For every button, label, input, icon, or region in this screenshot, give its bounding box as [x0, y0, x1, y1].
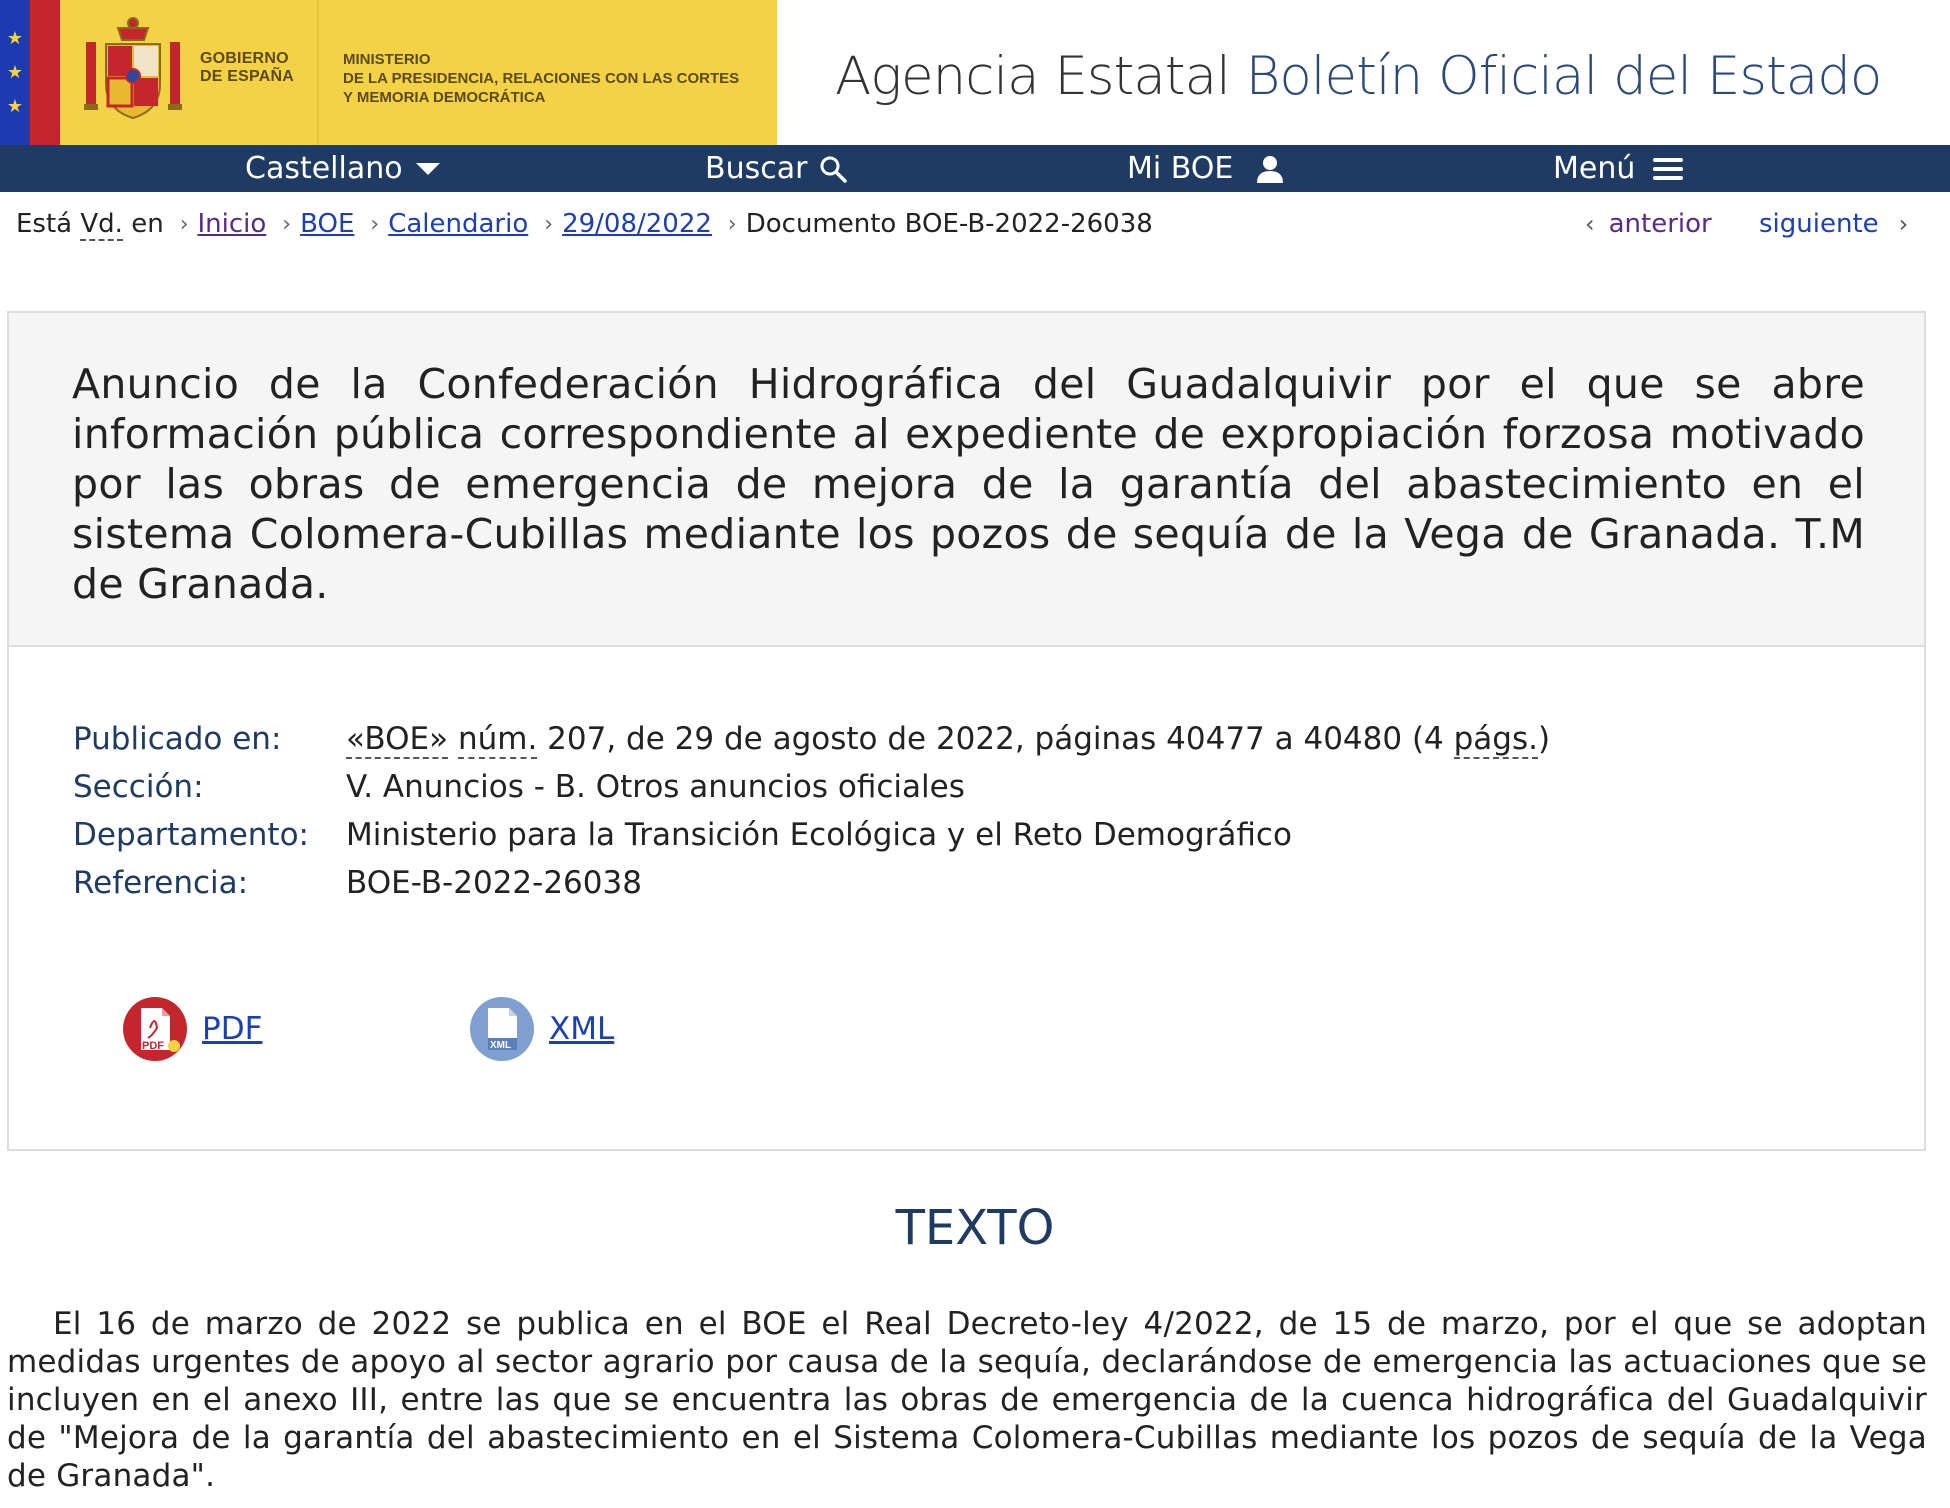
breadcrumb [16, 207, 1153, 241]
chevron-right-icon: › [179, 211, 189, 237]
svg-text:XML: XML [490, 1040, 512, 1051]
previous-link[interactable]: ‹ anterior [1585, 209, 1712, 239]
breadcrumb-item-calendario[interactable]: Calendario [388, 209, 529, 239]
chevron-right-icon: › [1898, 210, 1909, 238]
texto-heading: TEXTO [895, 1200, 1055, 1256]
meta-row-section: Sección: V. Anuncios - B. Otros anuncios oficiales [73, 769, 965, 805]
mi-boe-button[interactable]: Mi BOE [1127, 145, 1287, 192]
spain-flag-strip [30, 0, 60, 145]
search-button[interactable]: Buscar [705, 145, 847, 192]
pdf-icon [122, 996, 188, 1062]
agency-title-part2: Boletín Oficial del Estado [1245, 46, 1882, 107]
chevron-down-icon [415, 161, 441, 177]
meta-row-reference: Referencia: BOE-B-2022-26038 [73, 865, 642, 901]
pdf-link[interactable]: PDF [202, 1011, 263, 1047]
menu-button[interactable]: Menú [1553, 145, 1685, 192]
breadcrumb-current: Documento BOE-B-2022-26038 [745, 209, 1153, 239]
chevron-right-icon: › [370, 211, 380, 237]
eu-flag-strip [0, 0, 30, 145]
agency-title[interactable] [835, 46, 1881, 107]
banner-divider [317, 0, 319, 145]
next-link[interactable]: siguiente › [1759, 209, 1909, 239]
meta-row-department: Departamento: Ministerio para la Transición Ecológica y el Reto Demográfico [73, 817, 1292, 853]
government-banner[interactable] [0, 0, 777, 145]
main-navbar [0, 145, 1950, 192]
government-label: GOBIERNO DE ESPAÑA [200, 50, 294, 85]
star-icon: ★ [6, 28, 24, 49]
star-icon: ★ [6, 96, 24, 117]
document-metadata [73, 715, 1550, 907]
ministry-label: MINISTERIO DE LA PRESIDENCIA, RELACIONES CON LAS CORTES Y MEMORIA DEMOCRÁTICA [343, 51, 740, 106]
language-selector[interactable]: Castellano [245, 145, 441, 192]
coat-of-arms-icon [82, 14, 184, 122]
chevron-right-icon: › [727, 211, 737, 237]
pdf-download[interactable] [122, 996, 262, 1062]
xml-download[interactable] [469, 996, 614, 1062]
document-title: Anuncio de la Confederación Hidrográfica del Guadalquivir por el que se abre información pública correspondiente al expediente de expropiación forzosa motivado por las obras de emergencia de mejora de la garantía del abastecimiento en el sistema Colomera-Cubillas mediante los pozos de sequía de la Vega de Granada. T.M de Granada. [72, 360, 1865, 608]
user-icon [1253, 155, 1287, 183]
svg-text:PDF: PDF [142, 1040, 164, 1052]
title-area [9, 313, 1924, 647]
agency-title-part1: Agencia Estatal [835, 46, 1246, 107]
meta-row-published: Publicado en: «BOE» núm. 207, de 29 de agosto de 2022, páginas 40477 a 40480 (4 págs.) [73, 721, 1551, 757]
texto-paragraph: El 16 de marzo de 2022 se publica en el BOE el Real Decreto-ley 4/2022, de 15 de marzo, por el que se adoptan medidas urgentes de apoyo al sector agrario por causa de la sequía, declarándose de emergencia las actuaciones que se incluyen en el anexo III, entre las que se encuentra las obras de emergencia de la cuenca hidrográfica del Guadalquivir de "Mejora de la garantía del abastecimiento en el Sistema Colomera-Cubillas mediante los pozos de sequía de la Vega de Granada". [7, 1306, 1927, 1494]
xml-link[interactable]: XML [549, 1011, 615, 1047]
hamburger-menu-icon [1651, 155, 1685, 183]
site-header [0, 0, 1950, 145]
document-box [7, 311, 1926, 1151]
search-icon [819, 155, 847, 183]
breadcrumb-prefix: Está Vd. en [16, 209, 164, 239]
breadcrumb-item-date[interactable]: 29/08/2022 [562, 209, 712, 239]
chevron-left-icon: ‹ [1585, 210, 1595, 238]
breadcrumb-item-inicio[interactable]: Inicio [197, 209, 267, 239]
star-icon: ★ [6, 62, 24, 83]
chevron-right-icon: › [282, 211, 292, 237]
xml-icon [469, 996, 535, 1062]
breadcrumb-item-boe[interactable]: BOE [300, 209, 355, 239]
chevron-right-icon: › [544, 211, 554, 237]
